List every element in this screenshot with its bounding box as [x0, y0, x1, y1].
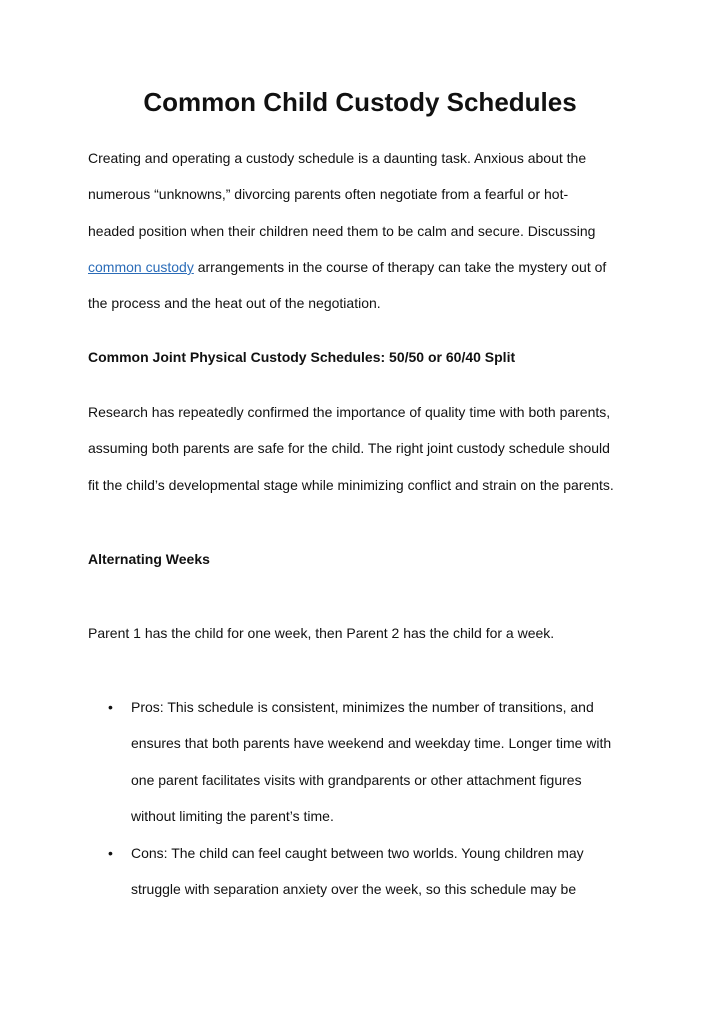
- intro-line-1: Creating and operating a custody schedule is a daunting task. Anxious about the: [88, 150, 587, 166]
- research-line-1: Research has repeatedly confirmed the importance of quality time with both parents,: [88, 404, 611, 420]
- bullet-cons: •: [108, 845, 113, 861]
- intro-line-4-rest: arrangements in the course of therapy can take the mystery out of: [193, 259, 607, 275]
- intro-line-5: the process and the heat out of the negotiation.: [88, 295, 381, 311]
- alternating-description: Parent 1 has the child for one week, then Parent 2 has the child for a week.: [88, 625, 555, 641]
- common-custody-link[interactable]: common custody: [88, 259, 194, 275]
- pros-line-3: one parent facilitates visits with grandparents or other attachment figures: [131, 772, 582, 788]
- subheading-alternating-weeks: Alternating Weeks: [88, 551, 210, 567]
- bullet-pros: •: [108, 699, 113, 715]
- page-title: Common Child Custody Schedules: [143, 87, 577, 117]
- pros-line-2: ensures that both parents have weekend and weekday time. Longer time with: [131, 735, 612, 751]
- section-heading: Common Joint Physical Custody Schedules: 50/50 or 60/40 Split: [88, 349, 516, 365]
- intro-line-4: [88, 258, 606, 276]
- research-line-2: assuming both parents are safe for the child. The right joint custody schedule should: [88, 440, 610, 456]
- research-line-3: fit the child’s developmental stage while minimizing conflict and strain on the parents.: [88, 477, 614, 493]
- cons-line-2: struggle with separation anxiety over the week, so this schedule may be: [131, 881, 577, 897]
- cons-line-1: Cons: The child can feel caught between two worlds. Young children may: [131, 845, 584, 861]
- pros-line-1: Pros: This schedule is consistent, minimizes the number of transitions, and: [131, 699, 594, 715]
- intro-line-3: headed position when their children need them to be calm and secure. Discussing: [88, 223, 596, 239]
- intro-line-2: numerous “unknowns,” divorcing parents often negotiate from a fearful or hot-: [88, 186, 569, 202]
- pros-line-4: without limiting the parent’s time.: [131, 808, 334, 824]
